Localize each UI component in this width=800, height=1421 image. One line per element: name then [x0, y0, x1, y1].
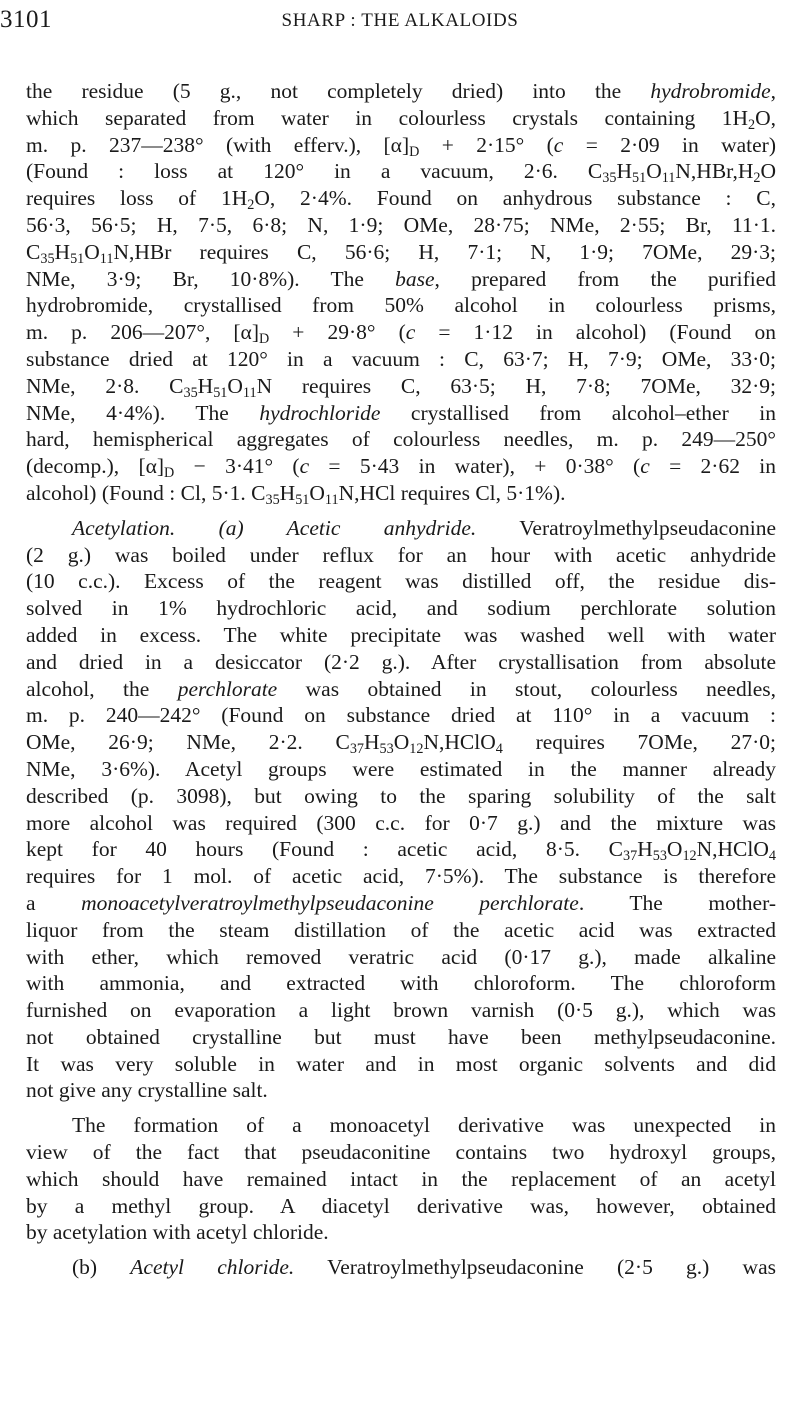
text-run: NMe, 3·9; Br, 10·8%). The	[26, 266, 396, 291]
text-run: O	[646, 159, 662, 184]
text-run: O	[227, 373, 243, 398]
subscript: 11	[661, 170, 676, 186]
text-run: H	[637, 837, 653, 862]
paragraph-gap	[26, 1246, 776, 1254]
text-run: kept for 40 hours (Found : acetic acid, 8·5. C	[26, 837, 623, 862]
text-line	[26, 810, 776, 837]
text-run: not give any crystalline salt.	[26, 1078, 268, 1103]
text-line	[26, 944, 776, 971]
text-line	[26, 676, 776, 703]
text-run: m. p. 237—238° (with efferv.), [α]	[26, 132, 410, 157]
text-line	[26, 319, 776, 346]
italic-text: Acetylation. (a) Acetic anhydride.	[72, 515, 477, 540]
subscript: D	[258, 331, 270, 346]
text-line	[26, 970, 776, 997]
text-run: N requires C, 63·5; H, 7·8; 7OMe, 32·9;	[256, 373, 776, 398]
text-run: The formation of a monoacetyl derivative was unexpected in	[72, 1113, 776, 1138]
text-line	[26, 1112, 776, 1139]
text-run: H	[279, 480, 296, 505]
text-line	[26, 756, 776, 783]
text-run: not obtained crystalline but must have been methylpseudaconine.	[26, 1024, 776, 1049]
running-head: SHARP : THE ALKALOIDS	[281, 10, 519, 31]
text-run: = 2·62 in	[649, 454, 776, 479]
italic-text: Acetyl chloride.	[130, 1255, 295, 1280]
subscript: 51	[295, 491, 310, 507]
paragraph-gap	[26, 507, 776, 515]
italic-text: hydrochloride	[259, 400, 381, 425]
text-run: (decomp.), [α]	[26, 454, 165, 479]
page-header	[0, 6, 800, 46]
text-line	[26, 649, 776, 676]
text-run: with ether, which removed veratric acid (0·17 g.), made alkaline	[26, 944, 776, 969]
text-line	[26, 997, 776, 1024]
text-run: hard, hemispherical aggregates of colourless needles, m. p. 249—250°	[26, 427, 776, 452]
text-line	[26, 400, 776, 427]
text-line	[26, 1051, 776, 1078]
text-run: O	[393, 730, 410, 755]
text-run: NMe, 2·8. C	[26, 373, 184, 398]
page-number: 3101	[0, 6, 52, 33]
text-line	[26, 1024, 776, 1051]
subscript: 37	[349, 741, 365, 756]
text-run: + 2·15° (	[419, 132, 554, 157]
text-run: which should have remained intact in the replacement of an acetyl	[26, 1166, 776, 1191]
text-run: N,HClO	[696, 837, 769, 862]
body-text	[26, 78, 776, 1281]
text-line	[26, 453, 776, 480]
text-run: solved in 1% hydrochloric acid, and sodium perchlorate solution	[26, 596, 776, 621]
subscript: 35	[183, 384, 198, 400]
text-line	[26, 239, 776, 266]
text-line	[26, 1166, 776, 1193]
text-run: view of the fact that pseudaconitine contains two hydroxyl groups,	[26, 1140, 776, 1165]
subscript: 11	[99, 250, 114, 266]
text-line	[26, 702, 776, 729]
text-run: O, 2·4%. Found on anhydrous substance : C,	[254, 186, 776, 211]
italic-text: c	[299, 454, 310, 479]
text-line	[26, 132, 776, 159]
italic-text: c	[640, 454, 650, 479]
text-run: O	[309, 480, 325, 505]
italic-text: perchlorate	[177, 676, 278, 701]
text-run: was obtained in stout, colourless needles,	[277, 676, 776, 701]
text-run: alcohol, the	[26, 676, 178, 701]
text-line	[26, 542, 776, 569]
text-run: (Found : loss at 120° in a vacuum, 2·6. C	[26, 159, 603, 184]
italic-text: monoacetylveratroylmethylpseudaconine perchlorate	[81, 890, 579, 915]
text-line	[26, 373, 776, 400]
text-line	[26, 783, 776, 810]
subscript: 53	[652, 848, 667, 864]
text-run: , prepared from the purified	[434, 266, 776, 291]
text-run: alcohol) (Found : Cl, 5·1. C	[26, 480, 266, 505]
text-run: (b)	[72, 1255, 131, 1280]
text-run: N,HBr,H	[675, 159, 754, 184]
text-run: O	[760, 159, 776, 184]
text-line	[26, 836, 776, 863]
text-run: Veratroylmethylpseudaconine	[476, 515, 776, 540]
subscript: 2	[753, 170, 761, 186]
subscript: 35	[40, 250, 55, 266]
text-run: requires loss of 1H	[26, 186, 248, 211]
text-run: = 2·09 in water)	[563, 132, 776, 157]
text-run: a	[26, 890, 82, 915]
text-run: hydrobromide, crystallised from 50% alcohol in colourless prisms,	[26, 293, 776, 318]
text-run: C	[26, 239, 41, 264]
text-run: requires 7OMe, 27·0;	[502, 730, 776, 755]
text-run: − 3·41° (	[174, 454, 300, 479]
subscript: 35	[602, 170, 617, 186]
subscript: 2	[247, 197, 255, 212]
text-line	[26, 1254, 776, 1281]
text-line	[26, 863, 776, 890]
text-run: with ammonia, and extracted with chloroform. The chloroform	[26, 971, 776, 996]
text-run: = 1·12 in alcohol) (Found on	[415, 320, 776, 345]
subscript: 53	[379, 741, 394, 756]
text-run: H	[197, 373, 214, 398]
italic-text: c	[553, 132, 564, 157]
text-line	[26, 595, 776, 622]
text-line	[26, 568, 776, 595]
text-line	[26, 346, 776, 373]
text-run: . The mother-	[578, 890, 776, 915]
text-run: N,HCl requires Cl, 5·1%).	[338, 480, 566, 505]
italic-text: base	[395, 266, 435, 291]
subscript: 35	[265, 491, 280, 507]
text-run: (2 g.) was boiled under reflux for an hour with acetic anhydride	[26, 542, 776, 567]
text-line	[26, 105, 776, 132]
text-line	[26, 78, 776, 105]
text-run: = 5·43 in water), + 0·38° (	[309, 454, 641, 479]
subscript: 4	[768, 848, 776, 864]
text-run: crystallised from alcohol–ether in	[380, 400, 776, 425]
subscript: 51	[213, 384, 228, 400]
text-run: NMe, 4·4%). The	[26, 400, 260, 425]
text-line	[26, 212, 776, 239]
text-run: O,	[755, 105, 776, 130]
text-line	[26, 1193, 776, 1220]
text-line	[26, 729, 776, 756]
text-run: by a methyl group. A diacetyl derivative was, however, obtained	[26, 1193, 776, 1218]
text-run: liquor from the steam distillation of the acetic acid was extracted	[26, 917, 776, 942]
text-run: N,HClO	[423, 730, 496, 755]
text-run: H	[616, 159, 632, 184]
text-run: described (p. 3098), but owing to the sparing solubility of the salt	[26, 783, 776, 808]
text-run: ,	[770, 79, 776, 103]
text-line	[26, 515, 776, 542]
text-line	[26, 426, 776, 453]
text-run: by acetylation with acetyl chloride.	[26, 1220, 329, 1245]
text-run: H	[364, 730, 380, 755]
subscript: 2	[748, 116, 756, 132]
italic-text: c	[405, 320, 416, 345]
text-line	[26, 1139, 776, 1166]
text-run: the residue (5 g., not completely dried) into the	[26, 79, 651, 103]
text-line	[26, 292, 776, 319]
text-run: OMe, 26·9; NMe, 2·2. C	[26, 730, 350, 755]
text-run: (10 c.c.). Excess of the reagent was distilled off, the residue dis-	[26, 569, 776, 594]
subscript: 11	[324, 491, 339, 507]
text-run: H	[54, 239, 71, 264]
text-line	[26, 1219, 776, 1246]
text-run: 56·3, 56·5; H, 7·5, 6·8; N, 1·9; OMe, 28·75; NMe, 2·55; Br, 11·1.	[26, 212, 776, 237]
text-run: NMe, 3·6%). Acetyl groups were estimated in the manner already	[26, 756, 776, 781]
text-run: requires for 1 mol. of acetic acid, 7·5%). The substance is therefore	[26, 864, 776, 889]
text-run: It was very soluble in water and in most organic solvents and did	[26, 1051, 776, 1076]
subscript: 37	[623, 848, 638, 864]
text-line	[26, 266, 776, 293]
italic-text: hydrobromide	[650, 79, 771, 103]
subscript: 4	[495, 741, 503, 756]
text-run: m. p. 240—242° (Found on substance dried at 110° in a vacuum :	[26, 703, 776, 728]
text-run: which separated from water in colourless crystals containing 1H	[26, 105, 748, 130]
subscript: 51	[632, 170, 647, 186]
text-line	[26, 480, 776, 507]
subscript: 12	[409, 741, 424, 756]
subscript: 12	[682, 848, 697, 864]
subscript: D	[409, 143, 420, 159]
text-run: N,HBr requires C, 56·6; H, 7·1; N, 1·9; 7OMe, 29·3;	[113, 239, 776, 264]
text-run: added in excess. The white precipitate was washed well with water	[26, 622, 776, 647]
text-run: Veratroylmethylpseudaconine (2·5 g.) was	[294, 1255, 776, 1280]
text-run: O	[84, 239, 100, 264]
text-line	[26, 890, 776, 917]
subscript: 51	[70, 250, 85, 266]
subscript: 11	[242, 384, 257, 400]
text-run: + 29·8° (	[269, 320, 406, 345]
text-line	[26, 1077, 776, 1104]
text-line	[26, 185, 776, 212]
text-run: furnished on evaporation a light brown varnish (0·5 g.), which was	[26, 998, 776, 1023]
text-line	[26, 917, 776, 944]
text-run: substance dried at 120° in a vacuum : C, 63·7; H, 7·9; OMe, 33·0;	[26, 346, 776, 371]
text-run: more alcohol was required (300 c.c. for 0·7 g.) and the mixture was	[26, 810, 776, 835]
paragraph-gap	[26, 1104, 776, 1112]
text-line	[26, 622, 776, 649]
text-run: O	[666, 837, 683, 862]
text-line	[26, 158, 776, 185]
text-run: and dried in a desiccator (2·2 g.). After crystallisation from absolute	[26, 649, 776, 674]
text-run: m. p. 206—207°, [α]	[26, 320, 259, 345]
subscript: D	[164, 465, 175, 480]
